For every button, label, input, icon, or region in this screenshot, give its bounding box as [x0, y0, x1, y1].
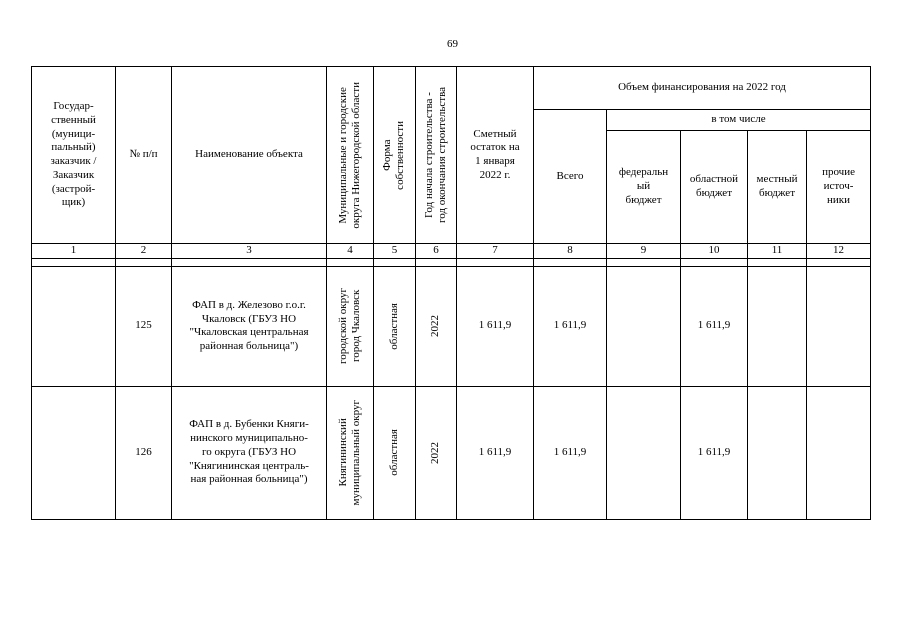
- header-ownership: [374, 67, 416, 244]
- cell-other: [807, 266, 871, 386]
- cell-object-name: [172, 386, 327, 519]
- cell-years: [416, 386, 457, 519]
- cell-object-name-line: Чкаловск (ГБУЗ НО: [201, 312, 297, 325]
- header-estimate-line: 1 января: [475, 155, 515, 167]
- header-row-1: [32, 67, 871, 110]
- cell-ownership-text: областная: [387, 302, 400, 350]
- cell-local: [748, 266, 807, 386]
- cell-years: [416, 266, 457, 386]
- cell-regional: 1 611,9: [681, 266, 748, 386]
- cell-customer: [32, 386, 116, 519]
- cell-number: 125: [116, 266, 172, 386]
- cell-customer: [32, 266, 116, 386]
- cell-municipality: [327, 386, 374, 519]
- header-ownership-line: Форма: [381, 139, 394, 171]
- header-regional: [681, 131, 748, 244]
- header-local-line: бюджет: [759, 187, 795, 199]
- cell-object-name-line: го округа (ГБУЗ НО: [201, 445, 297, 458]
- cell-total: 1 611,9: [534, 266, 607, 386]
- header-ownership-line: собственности: [394, 120, 407, 190]
- page-number: 69: [447, 38, 458, 50]
- column-number: 1: [32, 244, 116, 259]
- header-years-line: год окончания строительства: [436, 87, 448, 223]
- cell-municipality-line: город Чкаловск: [350, 290, 362, 363]
- cell-ownership: [374, 386, 416, 519]
- header-other-line: ники: [827, 193, 851, 206]
- cell-municipality: [327, 266, 374, 386]
- table-row: [32, 266, 871, 386]
- header-local-line: местный: [756, 173, 798, 186]
- header-other: [807, 131, 871, 244]
- header-federal-line: бюджет: [625, 193, 662, 206]
- header-federal-line: федеральн: [618, 166, 669, 179]
- column-number: 12: [807, 244, 871, 259]
- cell-object-name-line: "Княгининская централь-: [189, 459, 309, 472]
- header-customer-line: заказчик /: [50, 155, 97, 167]
- column-number-row: [32, 244, 871, 259]
- header-other-line: прочие: [822, 166, 855, 179]
- header-other-line: источ-: [823, 180, 854, 193]
- header-municipality-line: округа Нижегородской области: [350, 81, 362, 229]
- header-municipality: [327, 67, 374, 244]
- cell-federal: [607, 266, 681, 386]
- cell-municipality-line: муниципальный округ: [350, 399, 362, 506]
- cell-object-name-line: ная районная больница"): [190, 473, 308, 486]
- cell-object-name-line: ФАП в д. Бубенки Княги-: [189, 418, 309, 431]
- cell-estimate: 1 611,9: [457, 266, 534, 386]
- cell-object-name: [172, 266, 327, 386]
- cell-number: 126: [116, 386, 172, 519]
- column-number: 3: [172, 244, 327, 259]
- column-number: 9: [607, 244, 681, 259]
- cell-total: 1 611,9: [534, 386, 607, 519]
- header-estimate: [457, 67, 534, 244]
- header-federal: [607, 131, 681, 244]
- cell-object-name-line: нинского муниципально-: [190, 432, 308, 445]
- header-customer-line: (застрой-: [51, 182, 96, 195]
- column-number: 6: [416, 244, 457, 259]
- cell-estimate: 1 611,9: [457, 386, 534, 519]
- cell-years-text: 2022: [429, 441, 442, 464]
- header-number: № п/п: [116, 67, 172, 244]
- header-object-name: Наименование объекта: [172, 67, 327, 244]
- table-row: [32, 386, 871, 519]
- header-total: Всего: [534, 110, 607, 244]
- cell-municipality-line: Княгининский: [336, 418, 349, 487]
- header-estimate-line: остаток на: [470, 141, 520, 154]
- header-regional-line: областной: [689, 173, 739, 186]
- spacer-row: [32, 258, 871, 266]
- column-number: 2: [116, 244, 172, 259]
- header-customer-line: Государ-: [53, 100, 94, 112]
- header-regional-line: бюджет: [696, 187, 732, 199]
- cell-years-text: 2022: [429, 315, 442, 338]
- header-funding-title: Объем финансирования на 2022 год: [534, 67, 871, 110]
- cell-federal: [607, 386, 681, 519]
- cell-local: [748, 386, 807, 519]
- header-local: [748, 131, 807, 244]
- header-federal-line: ый: [636, 180, 651, 193]
- header-including: в том числе: [607, 110, 871, 131]
- cell-ownership-text: областная: [387, 429, 400, 477]
- header-estimate-line: 2022 г.: [479, 168, 511, 181]
- header-estimate-line: Сметный: [473, 127, 517, 140]
- column-number: 5: [374, 244, 416, 259]
- column-number: 7: [457, 244, 534, 259]
- cell-other: [807, 386, 871, 519]
- column-number: 11: [748, 244, 807, 259]
- cell-object-name-line: ФАП в д. Железово г.о.г.: [192, 298, 306, 311]
- cell-municipality-line: городской округ: [336, 288, 349, 365]
- header-customer-line: (муници-: [51, 127, 96, 140]
- cell-ownership: [374, 266, 416, 386]
- financing-table: [31, 66, 871, 520]
- column-number: 10: [681, 244, 748, 259]
- header-customer: [32, 67, 116, 244]
- cell-regional: 1 611,9: [681, 386, 748, 519]
- header-municipality-line: Муниципальные и городские: [336, 86, 349, 224]
- header-years: [416, 67, 457, 244]
- header-customer-line: Заказчик: [52, 168, 95, 181]
- header-customer-line: ственный: [51, 113, 96, 126]
- cell-object-name-line: районная больница"): [199, 340, 299, 352]
- header-customer-line: щик): [61, 196, 86, 209]
- column-number: 8: [534, 244, 607, 259]
- cell-object-name-line: "Чкаловская центральная: [189, 326, 309, 339]
- header-customer-line: пальный): [51, 141, 96, 154]
- column-number: 4: [327, 244, 374, 259]
- header-years-line: Год начала строительства -: [422, 92, 435, 218]
